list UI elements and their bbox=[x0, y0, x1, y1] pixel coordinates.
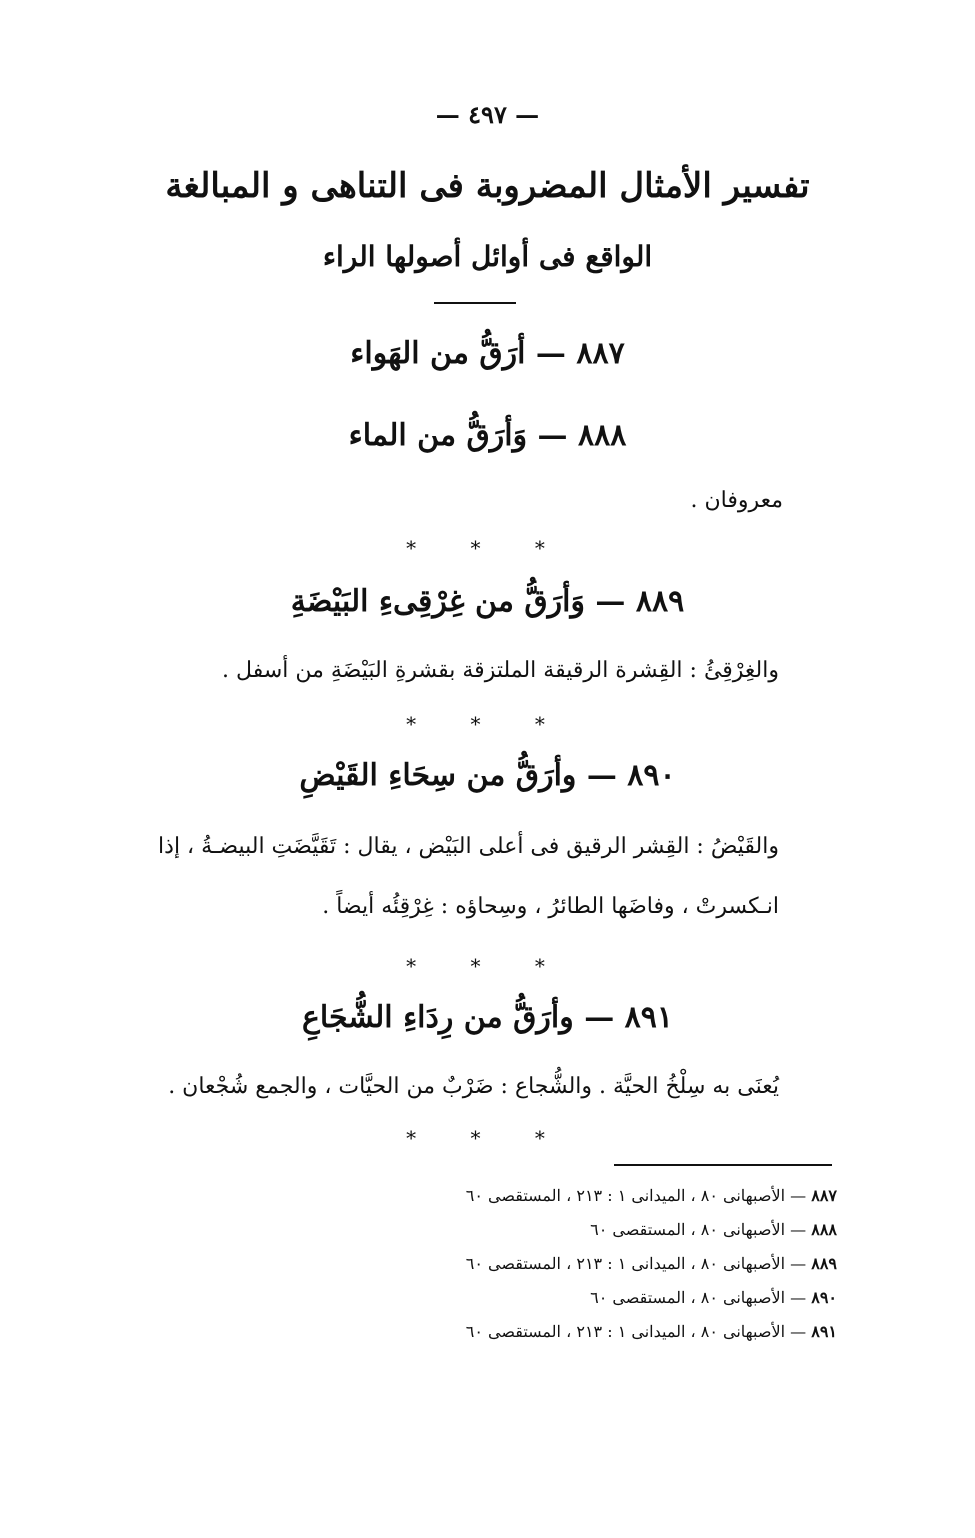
footnote-text: — الأصبهانى ٨٠ ، المستقصى ٦٠ bbox=[590, 1288, 807, 1307]
page-number: — ٤٩٧ — bbox=[435, 100, 540, 129]
entry-heading-888 bbox=[0, 418, 975, 453]
footnote-number: ٨٨٩ bbox=[811, 1254, 837, 1273]
entry-dash: — bbox=[584, 1000, 615, 1035]
page-title: تفسير الأمثال المضروبة فى التناهى و المبالغة bbox=[165, 166, 810, 206]
footnote-890 bbox=[590, 1288, 837, 1307]
entry-heading-890 bbox=[0, 758, 975, 793]
section-separator: * * * bbox=[406, 1126, 569, 1150]
entry-number: ٨٨٧ bbox=[576, 336, 625, 371]
section-separator: * * * bbox=[406, 536, 569, 560]
footnote-889 bbox=[466, 1254, 837, 1273]
page-subtitle: الواقع فى أوائل أصولها الراء bbox=[322, 240, 653, 273]
footnote-text: — الأصبهانى ٨٠ ، الميدانى ١ : ٢١٣ ، المستقصى ٦٠ bbox=[465, 1254, 807, 1273]
entry-text: وأرَقُّ من سِحَاءِ القَيْضِ bbox=[299, 758, 577, 793]
entry-dash: — bbox=[537, 418, 568, 453]
entry-explanation-888: معروفان . bbox=[690, 488, 783, 513]
entry-text: وَأرَقُّ من الماء bbox=[348, 418, 528, 453]
entry-text: وَأرَقُّ من غِرْقِىءِ البَيْضَةِ bbox=[290, 584, 585, 619]
entry-dash: — bbox=[595, 584, 626, 619]
entry-heading-891 bbox=[0, 1000, 975, 1035]
entry-explanation-890-line2: انـكسرتْ ، وفاضَها الطائرُ ، وسِحاؤه : غِرْقِئُه أيضاً . bbox=[322, 894, 779, 919]
entry-explanation-891: يُعنَى به سِلْخُ الحيَّة . والشُّجاع : ضَرْبٌ من الحيَّات ، والجمع شُجْعان . bbox=[168, 1074, 779, 1099]
entry-dash: — bbox=[535, 336, 566, 371]
footnote-number: ٨٨٨ bbox=[811, 1220, 837, 1239]
entry-text: أرَقُّ من الهَواء bbox=[350, 336, 526, 371]
footnote-888 bbox=[590, 1220, 837, 1239]
entry-number: ٨٩١ bbox=[624, 1000, 673, 1035]
footnote-text: — الأصبهانى ٨٠ ، المستقصى ٦٠ bbox=[590, 1220, 807, 1239]
entry-explanation-889: والغِرْقِئُ : القِشرة الرقيقة الملتزقة بقشرةِ البَيْضَةِ من أسفل . bbox=[222, 658, 779, 683]
entry-heading-887 bbox=[0, 336, 975, 371]
entry-explanation-890-line1: والقَيْضُ : القِشر الرقيق فى أعلى البَيْض ، يقال : تَقَيَّضَتِ البيضـةُ ، إذا bbox=[158, 834, 779, 859]
entry-dash: — bbox=[586, 758, 617, 793]
footnote-divider bbox=[614, 1164, 832, 1166]
section-separator: * * * bbox=[406, 954, 569, 978]
footnote-text: — الأصبهانى ٨٠ ، الميدانى ١ : ٢١٣ ، المستقصى ٦٠ bbox=[465, 1186, 807, 1205]
footnote-number: ٨٩٠ bbox=[811, 1288, 837, 1307]
footnote-number: ٨٩١ bbox=[811, 1322, 837, 1341]
section-separator: * * * bbox=[406, 712, 569, 736]
entry-heading-889 bbox=[0, 584, 975, 619]
footnote-891 bbox=[466, 1322, 837, 1341]
footnote-number: ٨٨٧ bbox=[811, 1186, 837, 1205]
entry-number: ٨٨٩ bbox=[635, 584, 685, 619]
entry-number: ٨٨٨ bbox=[578, 418, 627, 453]
title-divider bbox=[434, 302, 516, 304]
entry-number: ٨٩٠ bbox=[627, 758, 676, 793]
footnote-887 bbox=[466, 1186, 837, 1205]
entry-text: وأرَقُّ من رِدَاءِ الشُّجَاعِ bbox=[301, 1000, 574, 1035]
footnote-text: — الأصبهانى ٨٠ ، الميدانى ١ : ٢١٣ ، المستقصى ٦٠ bbox=[465, 1322, 807, 1341]
